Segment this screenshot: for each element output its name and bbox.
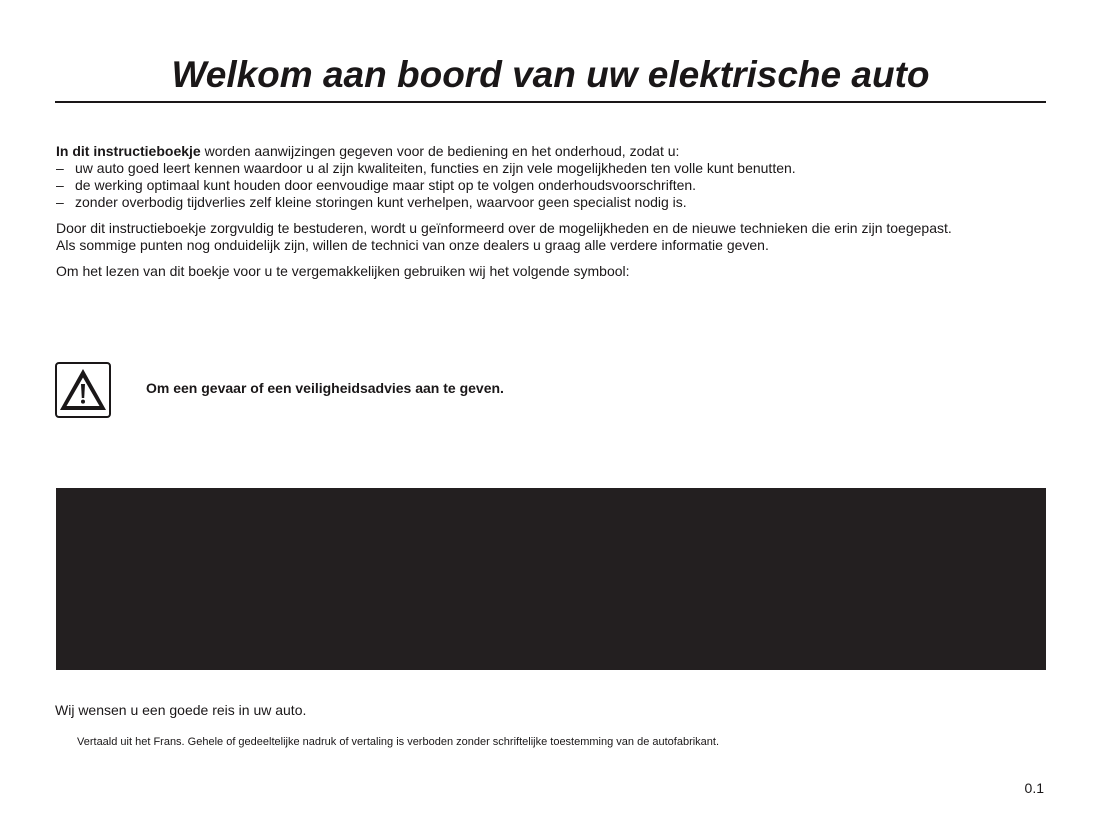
translation-footnote: Vertaald uit het Frans. Gehele of gedeeltelijke nadruk of vertaling is verboden zonder schriftelijke toestemming van de autofabrikant. bbox=[77, 736, 720, 748]
study-line-1: Door dit instructieboekje zorgvuldig te bestuderen, wordt u geïnformeerd over de mogelijkheden en de nieuwe technieken die erin zijn toegepast. bbox=[56, 220, 952, 236]
warning-triangle-icon bbox=[55, 362, 111, 418]
list-item bbox=[56, 160, 1056, 177]
bullet-text: zonder overbodig tijdverlies zelf kleine storingen kunt verhelpen, waarvoor geen specialist nodig is. bbox=[75, 194, 687, 210]
intro-paragraph bbox=[56, 143, 1056, 160]
study-line-2: Als sommige punten nog onduidelijk zijn, willen de technici van onze dealers u graag alle verdere informatie geven. bbox=[56, 237, 769, 253]
dark-banner-panel bbox=[56, 488, 1046, 670]
warning-description: Om een gevaar of een veiligheidsadvies aan te geven. bbox=[146, 380, 504, 396]
bullet-dash: – bbox=[56, 194, 64, 210]
list-item bbox=[56, 177, 1056, 194]
list-item bbox=[56, 194, 1056, 211]
intro-bold-lead: In dit instructieboekje bbox=[56, 143, 201, 159]
page-title: Welkom aan boord van uw elektrische auto bbox=[171, 54, 930, 95]
closing-wish: Wij wensen u een goede reis in uw auto. bbox=[55, 702, 307, 718]
bullet-text: de werking optimaal kunt houden door eenvoudige maar stipt op te volgen onderhoudsvoorschriften. bbox=[75, 177, 697, 193]
title-divider bbox=[55, 101, 1046, 103]
study-paragraph bbox=[56, 220, 1056, 254]
bullet-dash: – bbox=[56, 160, 64, 176]
bullet-list bbox=[56, 160, 1056, 211]
bullet-text: uw auto goed leert kennen waardoor u al zijn kwaliteiten, functies en zijn vele mogelijkheden ten volle kunt benutten. bbox=[75, 160, 796, 176]
symbol-intro-paragraph: Om het lezen van dit boekje voor u te vergemakkelijken gebruiken wij het volgende symbool: bbox=[56, 263, 630, 279]
page-number: 0.1 bbox=[1024, 780, 1044, 796]
bullet-dash: – bbox=[56, 177, 64, 193]
intro-rest: worden aanwijzingen gegeven voor de bediening en het onderhoud, zodat u: bbox=[200, 143, 680, 159]
